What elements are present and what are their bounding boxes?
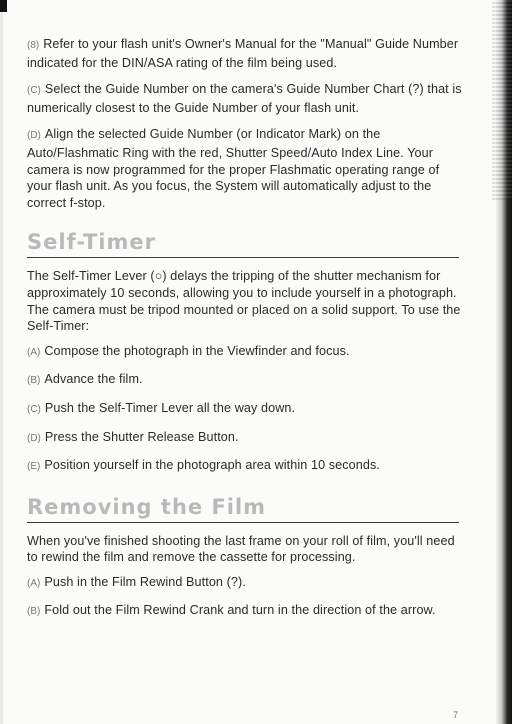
step-text: Position yourself in the photograph area within 10 seconds. [44, 458, 380, 473]
section-title-removing-film: Removing the Film [27, 494, 267, 519]
step-text: Advance the film. [44, 372, 143, 387]
page-content [27, 36, 467, 631]
self-timer-intro: The Self-Timer Lever (○) delays the tripping of the shutter mechanism for approximately 10 seconds, allowing you to include yourself in a photograph. The camera must be tripod mounted or placed on a solid support. To use the Self-Timer: [27, 269, 461, 334]
self-timer-step [27, 343, 467, 362]
step-text: Refer to your flash unit's Owner's Manual for the "Manual" Guide Number indicated for the DIN/ASA rating of the film being used. [27, 37, 459, 70]
page-right-edge-texture [492, 0, 512, 200]
removing-film-intro: When you've finished shooting the last frame on your roll of film, you'll need to rewind the film and remove the cassette for processing. [27, 533, 455, 565]
step-marker: (B) [27, 606, 41, 618]
step-text: Align the selected Guide Number (or Indicator Mark) on the Auto/Flashmatic Ring with the red, Shutter Speed/Auto Index Line. Your camera is now programmed for the proper Flashmatic operating range of your flash unit. As you focus, the System will automatically adjust to the correct f-stop. [27, 127, 440, 210]
flash-step [27, 36, 467, 71]
step-text: Push in the Film Rewind Button (?). [44, 574, 246, 589]
binding-mark [0, 0, 7, 12]
step-text: Press the Shutter Release Button. [44, 429, 239, 444]
step-text: Select the Guide Number on the camera's Guide Number Chart (?) that is numerically closest to the Guide Number of your flash unit. [27, 82, 462, 115]
step-marker: (D) [27, 432, 41, 444]
flash-step [27, 126, 467, 211]
step-marker: (C) [27, 85, 41, 97]
step-marker: (A) [27, 577, 41, 589]
step-marker: (E) [27, 461, 41, 473]
self-timer-step [27, 457, 467, 476]
page-left-edge [0, 0, 3, 724]
step-marker: (B) [27, 375, 41, 387]
step-marker: (C) [27, 403, 41, 415]
step-marker: (8) [27, 40, 40, 51]
self-timer-step [27, 400, 467, 419]
step-marker: (A) [27, 346, 41, 358]
flash-step [27, 81, 467, 116]
self-timer-step [27, 429, 467, 448]
step-marker: (D) [27, 130, 41, 142]
section-title-self-timer: Self-Timer [27, 230, 156, 255]
removing-film-step [27, 602, 467, 621]
page-number: 7 [452, 710, 458, 720]
step-text: Compose the photograph in the Viewfinder and focus. [44, 343, 350, 358]
self-timer-step [27, 371, 467, 390]
section-divider [27, 522, 459, 523]
section-divider [27, 257, 459, 258]
removing-film-step [27, 574, 467, 593]
step-text: Fold out the Film Rewind Crank and turn in the direction of the arrow. [44, 603, 436, 618]
step-text: Push the Self-Timer Lever all the way down. [44, 400, 296, 415]
